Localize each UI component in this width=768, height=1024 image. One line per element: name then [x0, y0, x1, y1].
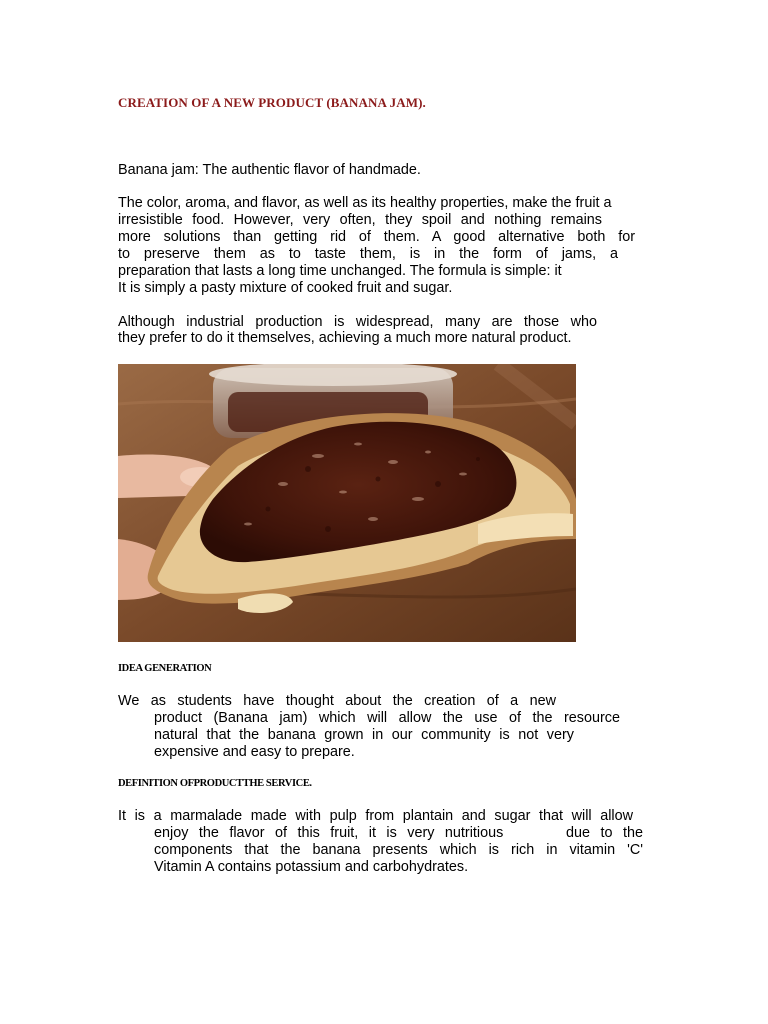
- paragraph1-line-3: more solutions than getting rid of them. A good alternative both for: [118, 229, 635, 245]
- paragraph1-line-6: It is simply a pasty mixture of cooked fruit and sugar.: [118, 280, 453, 296]
- document-title: CREATION OF A NEW PRODUCT (BANANA JAM).: [118, 95, 426, 110]
- idea-line-2: product (Banana jam) which will allow the use of the resource: [154, 710, 620, 726]
- banana-jam-toast-photo: [118, 364, 576, 642]
- definition-line-1: It is a marmalade made with pulp from plantain and sugar that will allow: [118, 808, 633, 824]
- paragraph1-line-4: to preserve them as to taste them, is in the form of jams, a: [118, 246, 618, 262]
- definition-heading: DEFINITION OFPRODUCTTHE SERVICE.: [118, 778, 312, 789]
- paragraph2-line-1: Although industrial production is widespread, many are those who: [118, 314, 597, 330]
- idea-line-4: expensive and easy to prepare.: [154, 744, 355, 760]
- definition-line-2: enjoy the flavor of this fruit, it is very nutritious due to the: [154, 825, 643, 841]
- idea-generation-heading: IDEA GENERATION: [118, 663, 212, 674]
- definition-line-3: components that the banana presents which is rich in vitamin 'C': [154, 842, 643, 858]
- paragraph1-line-1: The color, aroma, and flavor, as well as its healthy properties, make the fruit a: [118, 195, 612, 211]
- paragraph2-line-2: they prefer to do it themselves, achieving a much more natural product.: [118, 330, 572, 346]
- definition-line-4: Vitamin A contains potassium and carbohydrates.: [154, 859, 469, 875]
- tagline: Banana jam: The authentic flavor of handmade.: [118, 162, 421, 178]
- paragraph1-line-2: irresistible food. However, very often, they spoil and nothing remains: [118, 212, 602, 228]
- idea-line-3: natural that the banana grown in our community is not very: [154, 727, 574, 743]
- paragraph1-line-5: preparation that lasts a long time unchanged. The formula is simple: it: [118, 263, 562, 279]
- idea-line-1: We as students have thought about the creation of a new: [118, 693, 556, 709]
